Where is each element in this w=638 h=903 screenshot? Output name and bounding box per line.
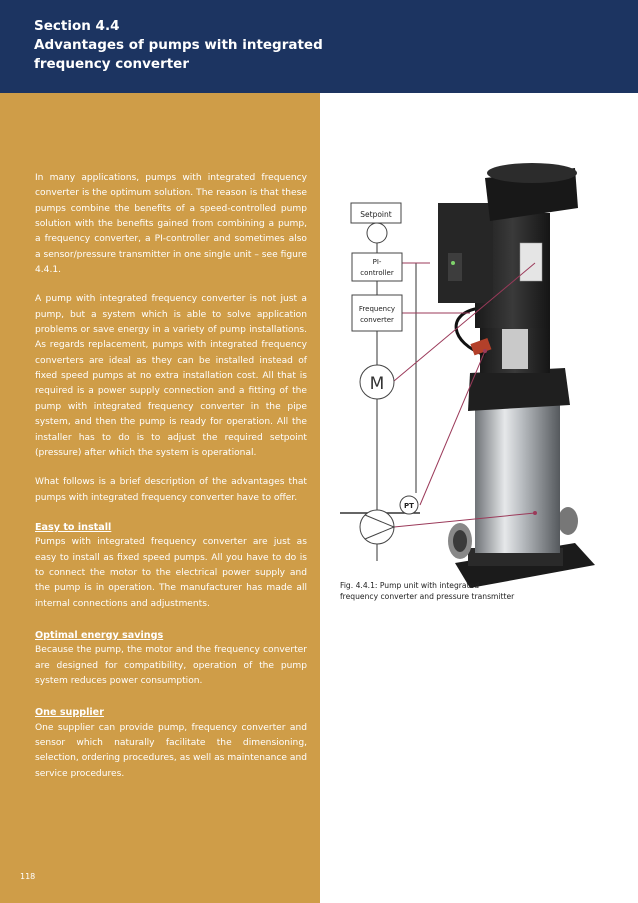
section-title-line: Advantages of pumps with integrated (34, 37, 323, 53)
heading-easy-to-install: Easy to install (35, 521, 112, 533)
paragraph-intro: In many applications, pumps with integrated frequency converter is the optimum solution. The reason is that these pumps combine the benefits of a speed-controlled pump solution with the benefits gained from combining a pump, a frequency converter, a PI-controller and sometimes also a sensor/pressure transmitter in one single unit – see figure 4.4.1. (35, 173, 307, 276)
pi-controller-label-1: PI- (372, 258, 382, 266)
figure-caption-line: frequency converter and pressure transmitter (340, 592, 515, 601)
pump-illustration (438, 163, 595, 588)
paragraph-optimal-energy-savings: Because the pump, the motor and the frequency converter are designed for compatibility, operation of the pump system reduces power consumption. (35, 645, 307, 686)
paragraph-advantages-intro: What follows is a brief description of the advantages that pumps with integrated frequency converter have to offer. (35, 477, 307, 503)
section-title-line: Section 4.4 (34, 18, 120, 34)
page-number: 118 (20, 872, 36, 881)
frequency-converter-label-1: Frequency (358, 305, 396, 313)
paragraph-system: A pump with integrated frequency converter is not just a pump, but a system which is able to solve application problems or save energy in a variety of pump installations. As regards replacement, pumps with integrated frequency converters are ideal as they can be installed instead of fixed speed pumps at no extra installation cost. All that is required is a power supply connection and a fitting of the pump with integrated frequency converter in the pipe system, and then the pump is ready for operation. All the installer has to do is to adjust the required setpoint (pressure) after which the system is operational. (35, 294, 307, 458)
pi-controller-label-2: controller (360, 269, 394, 277)
section-title (34, 17, 334, 74)
section-title-line: frequency converter (34, 56, 189, 72)
paragraph-easy-to-install: Pumps with integrated frequency converter are just as easy to install as fixed speed pumps. All you have to do is to connect the motor to the electrical power supply and the pump is in operation. The manufacturer has made all internal connections and adjustments. (35, 537, 307, 609)
heading-optimal-energy-savings: Optimal energy savings (35, 629, 164, 641)
pump-figure (320, 93, 638, 613)
figure-caption-line: Fig. 4.4.1: Pump unit with integrated (340, 581, 480, 590)
figure-caption (340, 580, 540, 602)
setpoint-label: Setpoint (360, 210, 392, 219)
heading-one-supplier: One supplier (35, 707, 104, 719)
section-header (0, 0, 638, 93)
frequency-converter-label-2: converter (360, 316, 394, 324)
pressure-transmitter-symbol: PT (404, 502, 414, 510)
body-text (35, 171, 307, 798)
paragraph-one-supplier: One supplier can provide pump, frequency converter and sensor which naturally facilitate the dimensioning, selection, ordering procedures, as well as maintenance and service procedures. (35, 722, 307, 779)
motor-symbol: M (369, 374, 385, 394)
